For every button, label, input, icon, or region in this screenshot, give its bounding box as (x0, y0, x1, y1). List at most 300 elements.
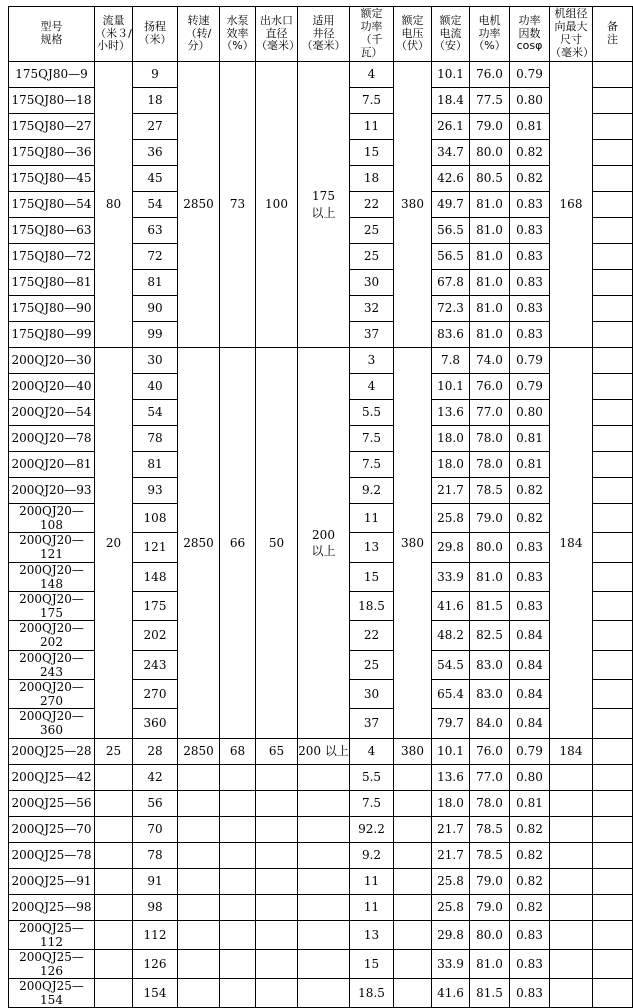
cell-power-factor: 0.83 (510, 322, 550, 348)
cell-rated-current: 10.1 (432, 62, 470, 88)
cell-rated-current: 79.7 (432, 709, 470, 738)
cell-max-dimension (550, 920, 593, 949)
cell-flow: 20 (95, 348, 133, 739)
cell-power-factor: 0.83 (510, 979, 550, 1008)
cell-rated-power: 25 (350, 244, 394, 270)
cell-motor-efficiency: 77.5 (470, 88, 510, 114)
cell-well-diameter (298, 920, 350, 949)
cell-pump-efficiency: 73 (220, 62, 256, 348)
cell-rated-current: 10.1 (432, 738, 470, 764)
cell-head: 78 (133, 426, 178, 452)
cell-speed (178, 894, 220, 920)
cell-model: 175QJ80—90 (9, 296, 95, 322)
cell-rated-current: 21.7 (432, 816, 470, 842)
cell-motor-efficiency: 81.0 (470, 322, 510, 348)
cell-power-factor: 0.83 (510, 270, 550, 296)
cell-note (593, 920, 633, 949)
cell-power-factor: 0.82 (510, 894, 550, 920)
cell-rated-power: 18.5 (350, 591, 394, 620)
cell-well-diameter: 200 以上 (298, 348, 350, 739)
cell-head: 126 (133, 949, 178, 978)
cell-flow (95, 949, 133, 978)
header-power-factor: 功率 因数 cosφ (510, 7, 550, 62)
cell-model: 200QJ20—78 (9, 426, 95, 452)
cell-rated-current: 13.6 (432, 400, 470, 426)
cell-note (593, 192, 633, 218)
cell-model: 200QJ20—93 (9, 478, 95, 504)
header-max-dimension: 机组径 向最大 尺寸 （毫米） (550, 7, 593, 62)
cell-pump-efficiency: 68 (220, 738, 256, 764)
cell-outlet-diameter (256, 920, 298, 949)
cell-power-factor: 0.81 (510, 114, 550, 140)
cell-rated-current: 56.5 (432, 244, 470, 270)
cell-head: 56 (133, 790, 178, 816)
cell-note (593, 270, 633, 296)
cell-power-factor: 0.82 (510, 504, 550, 533)
cell-motor-efficiency: 81.0 (470, 192, 510, 218)
table-row (9, 764, 633, 790)
cell-well-diameter: 175 以上 (298, 62, 350, 348)
cell-note (593, 979, 633, 1008)
cell-speed (178, 979, 220, 1008)
cell-head: 81 (133, 452, 178, 478)
cell-rated-power: 7.5 (350, 426, 394, 452)
cell-rated-current: 54.5 (432, 650, 470, 679)
cell-model: 200QJ20—108 (9, 504, 95, 533)
cell-rated-current: 56.5 (432, 218, 470, 244)
cell-head: 93 (133, 478, 178, 504)
spec-sheet (0, 6, 618, 1008)
header-rated-voltage: 额定 电压 （伏） (394, 7, 432, 62)
cell-rated-current: 49.7 (432, 192, 470, 218)
cell-max-dimension (550, 790, 593, 816)
cell-model: 200QJ20—81 (9, 452, 95, 478)
cell-head: 175 (133, 591, 178, 620)
cell-rated-current: 21.7 (432, 478, 470, 504)
cell-power-factor: 0.83 (510, 218, 550, 244)
cell-rated-voltage (394, 868, 432, 894)
cell-well-diameter (298, 816, 350, 842)
cell-max-dimension: 168 (550, 62, 593, 348)
cell-model: 200QJ25—91 (9, 868, 95, 894)
cell-rated-current: 33.9 (432, 949, 470, 978)
cell-head: 54 (133, 400, 178, 426)
cell-model: 175QJ80—63 (9, 218, 95, 244)
cell-power-factor: 0.79 (510, 62, 550, 88)
cell-power-factor: 0.84 (510, 621, 550, 650)
cell-model: 200QJ20—121 (9, 533, 95, 562)
cell-motor-efficiency: 81.5 (470, 591, 510, 620)
cell-motor-efficiency: 76.0 (470, 62, 510, 88)
cell-max-dimension (550, 894, 593, 920)
cell-outlet-diameter (256, 816, 298, 842)
cell-max-dimension (550, 868, 593, 894)
cell-rated-current: 10.1 (432, 374, 470, 400)
cell-well-diameter (298, 894, 350, 920)
cell-motor-efficiency: 81.0 (470, 296, 510, 322)
cell-rated-current: 29.8 (432, 920, 470, 949)
cell-model: 200QJ25—126 (9, 949, 95, 978)
cell-motor-efficiency: 78.5 (470, 842, 510, 868)
cell-head: 63 (133, 218, 178, 244)
cell-power-factor: 0.84 (510, 709, 550, 738)
cell-pump-efficiency (220, 979, 256, 1008)
cell-model: 200QJ20—148 (9, 562, 95, 591)
cell-note (593, 533, 633, 562)
cell-motor-efficiency: 83.0 (470, 650, 510, 679)
cell-max-dimension: 184 (550, 738, 593, 764)
cell-note (593, 322, 633, 348)
cell-power-factor: 0.82 (510, 816, 550, 842)
cell-outlet-diameter (256, 790, 298, 816)
header-head: 扬程 （米） (133, 7, 178, 62)
cell-rated-current: 41.6 (432, 979, 470, 1008)
cell-model: 200QJ25—42 (9, 764, 95, 790)
cell-power-factor: 0.82 (510, 478, 550, 504)
cell-model: 175QJ80—36 (9, 140, 95, 166)
cell-note (593, 374, 633, 400)
cell-outlet-diameter (256, 894, 298, 920)
cell-note (593, 650, 633, 679)
cell-model: 175QJ80—27 (9, 114, 95, 140)
cell-rated-power: 5.5 (350, 764, 394, 790)
cell-flow (95, 868, 133, 894)
cell-well-diameter (298, 979, 350, 1008)
cell-model: 200QJ25—98 (9, 894, 95, 920)
cell-power-factor: 0.81 (510, 790, 550, 816)
cell-flow: 25 (95, 738, 133, 764)
cell-rated-voltage (394, 894, 432, 920)
cell-rated-current: 18.0 (432, 426, 470, 452)
cell-speed: 2850 (178, 62, 220, 348)
cell-head: 78 (133, 842, 178, 868)
cell-power-factor: 0.83 (510, 244, 550, 270)
cell-motor-efficiency: 81.0 (470, 218, 510, 244)
table-row (9, 738, 633, 764)
cell-note (593, 504, 633, 533)
cell-note (593, 790, 633, 816)
cell-max-dimension: 184 (550, 348, 593, 739)
cell-motor-efficiency: 81.0 (470, 562, 510, 591)
cell-note (593, 562, 633, 591)
cell-motor-efficiency: 77.0 (470, 764, 510, 790)
cell-max-dimension (550, 949, 593, 978)
cell-motor-efficiency: 81.0 (470, 949, 510, 978)
cell-power-factor: 0.84 (510, 650, 550, 679)
cell-note (593, 621, 633, 650)
cell-pump-efficiency (220, 894, 256, 920)
cell-flow (95, 764, 133, 790)
cell-power-factor: 0.79 (510, 738, 550, 764)
table-row (9, 816, 633, 842)
cell-motor-efficiency: 79.0 (470, 114, 510, 140)
cell-power-factor: 0.83 (510, 920, 550, 949)
cell-pump-efficiency (220, 868, 256, 894)
cell-rated-voltage (394, 842, 432, 868)
cell-rated-power: 37 (350, 709, 394, 738)
cell-note (593, 348, 633, 374)
cell-head: 27 (133, 114, 178, 140)
cell-note (593, 452, 633, 478)
cell-rated-voltage: 380 (394, 62, 432, 348)
cell-motor-efficiency: 74.0 (470, 348, 510, 374)
cell-head: 91 (133, 868, 178, 894)
header-row (9, 7, 633, 62)
cell-rated-power: 11 (350, 894, 394, 920)
cell-outlet-diameter: 65 (256, 738, 298, 764)
cell-speed: 2850 (178, 738, 220, 764)
cell-rated-current: 21.7 (432, 842, 470, 868)
cell-pump-efficiency (220, 816, 256, 842)
cell-rated-power: 32 (350, 296, 394, 322)
header-model: 型号 规格 (9, 7, 95, 62)
cell-rated-voltage (394, 764, 432, 790)
cell-rated-current: 83.6 (432, 322, 470, 348)
cell-rated-current: 7.8 (432, 348, 470, 374)
header-pump-efficiency: 水泵 效率 （%） (220, 7, 256, 62)
cell-rated-power: 15 (350, 562, 394, 591)
cell-model: 175QJ80—72 (9, 244, 95, 270)
cell-rated-power: 4 (350, 62, 394, 88)
cell-motor-efficiency: 83.0 (470, 679, 510, 708)
cell-flow (95, 979, 133, 1008)
cell-motor-efficiency: 76.0 (470, 374, 510, 400)
header-note: 备 注 (593, 7, 633, 62)
cell-rated-current: 13.6 (432, 764, 470, 790)
cell-model: 175QJ80—9 (9, 62, 95, 88)
cell-rated-power: 30 (350, 679, 394, 708)
cell-motor-efficiency: 78.5 (470, 816, 510, 842)
table-row (9, 348, 633, 374)
cell-note (593, 88, 633, 114)
cell-rated-power: 13 (350, 920, 394, 949)
cell-motor-efficiency: 81.0 (470, 270, 510, 296)
cell-head: 202 (133, 621, 178, 650)
cell-outlet-diameter (256, 949, 298, 978)
cell-motor-efficiency: 79.0 (470, 894, 510, 920)
cell-power-factor: 0.80 (510, 400, 550, 426)
cell-rated-voltage: 380 (394, 738, 432, 764)
cell-rated-current: 42.6 (432, 166, 470, 192)
cell-flow (95, 920, 133, 949)
cell-motor-efficiency: 82.5 (470, 621, 510, 650)
cell-power-factor: 0.80 (510, 764, 550, 790)
cell-head: 360 (133, 709, 178, 738)
cell-head: 99 (133, 322, 178, 348)
cell-rated-voltage (394, 790, 432, 816)
cell-model: 175QJ80—45 (9, 166, 95, 192)
cell-head: 42 (133, 764, 178, 790)
cell-power-factor: 0.84 (510, 679, 550, 708)
cell-head: 112 (133, 920, 178, 949)
cell-head: 148 (133, 562, 178, 591)
cell-rated-power: 9.2 (350, 842, 394, 868)
cell-outlet-diameter (256, 842, 298, 868)
cell-model: 175QJ80—99 (9, 322, 95, 348)
cell-note (593, 400, 633, 426)
cell-pump-efficiency (220, 764, 256, 790)
cell-model: 200QJ20—202 (9, 621, 95, 650)
cell-head: 121 (133, 533, 178, 562)
header-motor-efficiency: 电机 功率 （%） (470, 7, 510, 62)
cell-head: 28 (133, 738, 178, 764)
cell-model: 200QJ20—40 (9, 374, 95, 400)
cell-head: 243 (133, 650, 178, 679)
cell-power-factor: 0.81 (510, 426, 550, 452)
cell-note (593, 166, 633, 192)
cell-rated-current: 18.0 (432, 452, 470, 478)
cell-note (593, 738, 633, 764)
cell-head: 70 (133, 816, 178, 842)
cell-flow (95, 816, 133, 842)
cell-rated-current: 65.4 (432, 679, 470, 708)
cell-head: 98 (133, 894, 178, 920)
cell-head: 40 (133, 374, 178, 400)
cell-motor-efficiency: 79.0 (470, 504, 510, 533)
cell-motor-efficiency: 76.0 (470, 738, 510, 764)
cell-model: 200QJ20—30 (9, 348, 95, 374)
pump-specification-table (8, 6, 633, 1008)
cell-rated-current: 29.8 (432, 533, 470, 562)
cell-well-diameter (298, 868, 350, 894)
header-rated-current: 额定 电流 （安） (432, 7, 470, 62)
cell-motor-efficiency: 80.0 (470, 533, 510, 562)
cell-max-dimension (550, 842, 593, 868)
cell-motor-efficiency: 80.0 (470, 140, 510, 166)
cell-outlet-diameter: 100 (256, 62, 298, 348)
cell-head: 72 (133, 244, 178, 270)
table-row (9, 949, 633, 978)
cell-head: 9 (133, 62, 178, 88)
cell-model: 200QJ25—112 (9, 920, 95, 949)
cell-model: 200QJ25—56 (9, 790, 95, 816)
cell-power-factor: 0.79 (510, 348, 550, 374)
cell-model: 200QJ20—360 (9, 709, 95, 738)
cell-head: 30 (133, 348, 178, 374)
cell-rated-power: 7.5 (350, 88, 394, 114)
cell-head: 90 (133, 296, 178, 322)
cell-well-diameter (298, 790, 350, 816)
cell-speed (178, 868, 220, 894)
cell-power-factor: 0.83 (510, 296, 550, 322)
cell-model: 200QJ25—28 (9, 738, 95, 764)
cell-motor-efficiency: 77.0 (470, 400, 510, 426)
cell-rated-power: 9.2 (350, 478, 394, 504)
table-header (9, 7, 633, 62)
cell-rated-power: 18.5 (350, 979, 394, 1008)
cell-speed (178, 949, 220, 978)
cell-rated-current: 25.8 (432, 894, 470, 920)
cell-rated-power: 18 (350, 166, 394, 192)
cell-power-factor: 0.82 (510, 868, 550, 894)
table-row (9, 894, 633, 920)
cell-well-diameter (298, 842, 350, 868)
cell-power-factor: 0.82 (510, 140, 550, 166)
cell-outlet-diameter (256, 868, 298, 894)
cell-power-factor: 0.79 (510, 374, 550, 400)
cell-rated-current: 18.0 (432, 790, 470, 816)
cell-rated-power: 37 (350, 322, 394, 348)
cell-rated-voltage (394, 920, 432, 949)
cell-note (593, 218, 633, 244)
cell-pump-efficiency (220, 920, 256, 949)
cell-model: 200QJ20—270 (9, 679, 95, 708)
cell-speed (178, 816, 220, 842)
cell-flow: 80 (95, 62, 133, 348)
cell-rated-power: 25 (350, 650, 394, 679)
cell-well-diameter (298, 764, 350, 790)
cell-note (593, 894, 633, 920)
cell-power-factor: 0.83 (510, 562, 550, 591)
cell-speed (178, 790, 220, 816)
cell-model: 200QJ25—70 (9, 816, 95, 842)
cell-note (593, 62, 633, 88)
cell-rated-current: 34.7 (432, 140, 470, 166)
cell-speed (178, 920, 220, 949)
cell-head: 270 (133, 679, 178, 708)
cell-head: 36 (133, 140, 178, 166)
header-rated-power: 额定 功率 （千 瓦） (350, 7, 394, 62)
table-row (9, 920, 633, 949)
cell-power-factor: 0.80 (510, 88, 550, 114)
cell-pump-efficiency (220, 842, 256, 868)
cell-flow (95, 894, 133, 920)
cell-motor-efficiency: 80.5 (470, 166, 510, 192)
cell-motor-efficiency: 81.5 (470, 979, 510, 1008)
header-well-diameter: 适用 井径 （毫米） (298, 7, 350, 62)
cell-rated-power: 92.2 (350, 816, 394, 842)
cell-power-factor: 0.83 (510, 192, 550, 218)
cell-motor-efficiency: 78.0 (470, 790, 510, 816)
cell-pump-efficiency (220, 949, 256, 978)
cell-rated-voltage (394, 949, 432, 978)
cell-rated-power: 22 (350, 621, 394, 650)
cell-note (593, 764, 633, 790)
cell-outlet-diameter (256, 979, 298, 1008)
table-row (9, 868, 633, 894)
header-flow: 流量 （米３/ 小时） (95, 7, 133, 62)
header-outlet-diameter: 出水口 直径 （毫米） (256, 7, 298, 62)
cell-note (593, 842, 633, 868)
cell-motor-efficiency: 78.0 (470, 426, 510, 452)
cell-rated-power: 11 (350, 504, 394, 533)
table-body (9, 62, 633, 1008)
cell-head: 18 (133, 88, 178, 114)
cell-rated-current: 33.9 (432, 562, 470, 591)
table-row (9, 979, 633, 1008)
cell-power-factor: 0.83 (510, 949, 550, 978)
cell-head: 108 (133, 504, 178, 533)
cell-pump-efficiency: 66 (220, 348, 256, 739)
cell-rated-power: 11 (350, 114, 394, 140)
header-speed: 转速 （转/ 分） (178, 7, 220, 62)
cell-rated-power: 22 (350, 192, 394, 218)
cell-motor-efficiency: 80.0 (470, 920, 510, 949)
cell-note (593, 709, 633, 738)
cell-rated-current: 48.2 (432, 621, 470, 650)
cell-rated-voltage (394, 816, 432, 842)
cell-note (593, 868, 633, 894)
cell-motor-efficiency: 84.0 (470, 709, 510, 738)
cell-rated-power: 30 (350, 270, 394, 296)
cell-speed (178, 842, 220, 868)
cell-pump-efficiency (220, 790, 256, 816)
cell-power-factor: 0.81 (510, 452, 550, 478)
cell-model: 200QJ25—154 (9, 979, 95, 1008)
cell-flow (95, 790, 133, 816)
cell-note (593, 426, 633, 452)
cell-model: 175QJ80—54 (9, 192, 95, 218)
